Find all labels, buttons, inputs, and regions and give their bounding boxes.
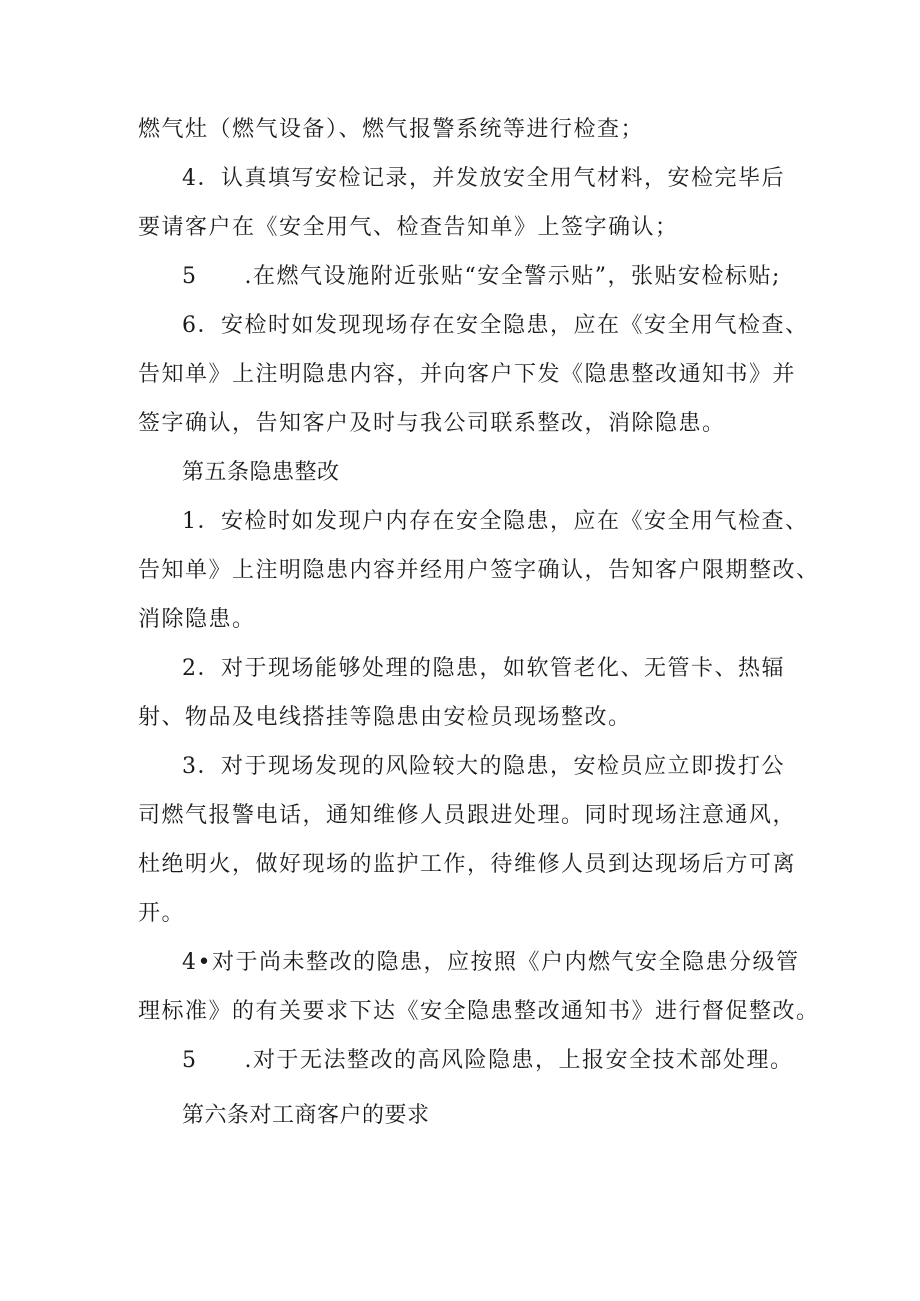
paragraph-line: 5 .对于无法整改的高风险隐患，上报安全技术部处理。 <box>182 1048 794 1073</box>
paragraph-line: 消除隐患。 <box>138 607 256 632</box>
paragraph-line: 要请客户在《安全用气、检查告知单》上签字确认； <box>138 215 679 240</box>
section-heading: 第五条隐患整改 <box>182 460 340 485</box>
paragraph-line: 2．对于现场能够处理的隐患，如软管老化、无管卡、热辐 <box>182 656 785 681</box>
paragraph-line: 6．安检时如发现现场存在安全隐患，应在《安全用气检查、 <box>182 313 809 338</box>
paragraph-line: 签字确认，告知客户及时与我公司联系整改，消除隐患。 <box>138 411 726 436</box>
paragraph-line: 4•对于尚未整改的隐患，应按照《户内燃气安全隐患分级管 <box>182 950 800 975</box>
paragraph-line: 燃气灶（燃气设备）、燃气报警系统等进行检查； <box>138 117 645 142</box>
paragraph-line: 3．对于现场发现的风险较大的隐患，安检员应立即拨打公 <box>182 754 785 779</box>
paragraph-line: 杜绝明火，做好现场的监护工作，待维修人员到达现场后方可离 <box>138 852 797 877</box>
paragraph-line: 告知单》上注明隐患内容并经用户签字确认，告知客户限期整改、 <box>138 558 820 583</box>
paragraph-line: 1．安检时如发现户内存在安全隐患，应在《安全用气检查、 <box>182 509 809 534</box>
paragraph-line: 司燃气报警电话，通知维修人员跟进处理。同时现场注意通风， <box>138 803 797 828</box>
paragraph-line: 5 .在燃气设施附近张贴“安全警示贴”，张贴安检标贴; <box>182 264 781 289</box>
paragraph-line: 射、物品及电线搭挂等隐患由安检员现场整改。 <box>138 705 632 730</box>
paragraph-line: 开。 <box>138 901 186 926</box>
section-heading: 第六条对工商客户的要求 <box>182 1103 430 1128</box>
paragraph-line: 理标准》的有关要求下达《安全隐患整改通知书》进行督促整改。 <box>138 999 820 1024</box>
paragraph-line: 告知单》上注明隐患内容，并向客户下发《隐患整改通知书》并 <box>138 362 797 387</box>
paragraph-line: 4．认真填写安检记录，并发放安全用气材料，安检完毕后 <box>182 166 785 191</box>
